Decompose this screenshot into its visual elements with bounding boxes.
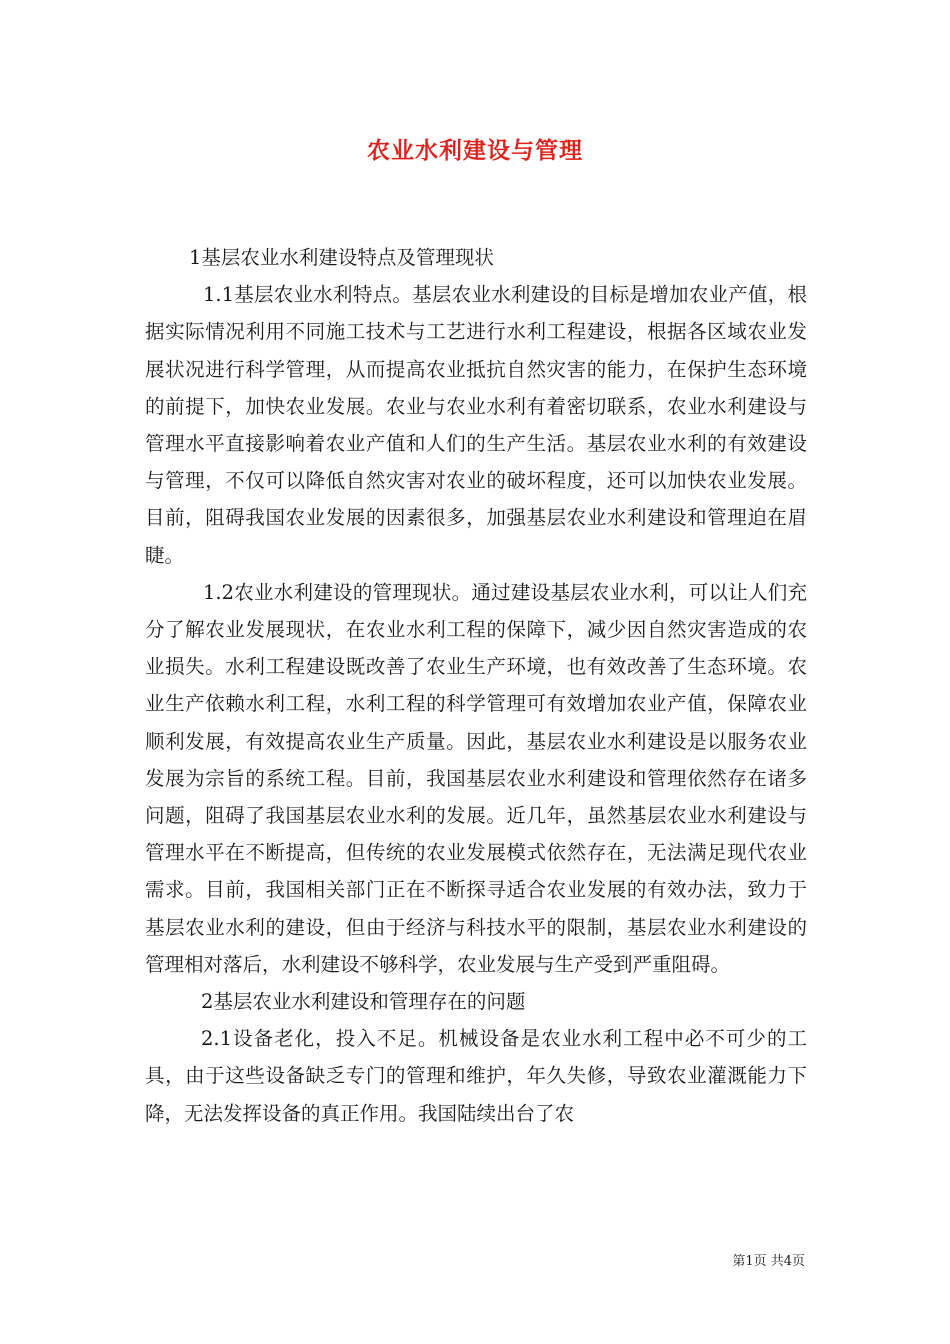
page-number: 第1页 共4页 — [732, 1254, 805, 1269]
document-title: 农业水利建设与管理 — [367, 137, 583, 164]
paragraph-2-1: 2.1设备老化，投入不足。机械设备是农业水利工程中必不可少的工具，由于这些设备缺乏专门的管理和维护，年久失修，导致农业灌溉能力下降，无法发挥设备的真正作用。我国陆续出台了农 — [145, 1027, 807, 1125]
section-heading-1: 1基层农业水利建设特点及管理现状 — [189, 246, 494, 269]
document-body — [145, 239, 807, 1132]
paragraph-1-1: 1.1基层农业水利特点。基层农业水利建设的目标是增加农业产值，根据实际情况利用不同施工技术与工艺进行水利工程建设，根据各区域农业发展状况进行科学管理，从而提高农业抵抗自然灾害的能力，在保护生态环境的前提下，加快农业发展。农业与农业水利有着密切联系，农业水利建设与管理水平直接影响着农业产值和人们的生产生活。基层农业水利的有效建设与管理，不仅可以降低自然灾害对农业的破坏程度，还可以加快农业发展。目前，阻碍我国农业发展的因素很多，加强基层农业水利建设和管理迫在眉睫。 — [145, 283, 807, 567]
paragraph-1-2: 1.2农业水利建设的管理现状。通过建设基层农业水利，可以让人们充分了解农业发展现状，在农业水利工程的保障下，减少因自然灾害造成的农业损失。水利工程建设既改善了农业生产环境，也有效改善了生态环境。农业生产依赖水利工程，水利工程的科学管理可有效增加农业产值，保障农业顺利发展，有效提高农业生产质量。因此，基层农业水利建设是以服务农业发展为宗旨的系统工程。目前，我国基层农业水利建设和管理依然存在诸多问题，阻碍了我国基层农业水利的发展。近几年，虽然基层农业水利建设与管理水平在不断提高，但传统的农业发展模式依然存在，无法满足现代农业需求。目前，我国相关部门正在不断探寻适合农业发展的有效办法，致力于基层农业水利的建设，但由于经济与科技水平的限制，基层农业水利建设的管理相对落后，水利建设不够科学，农业发展与生产受到严重阻碍。 — [145, 580, 807, 976]
section-heading-2: 2基层农业水利建设和管理存在的问题 — [201, 990, 526, 1014]
